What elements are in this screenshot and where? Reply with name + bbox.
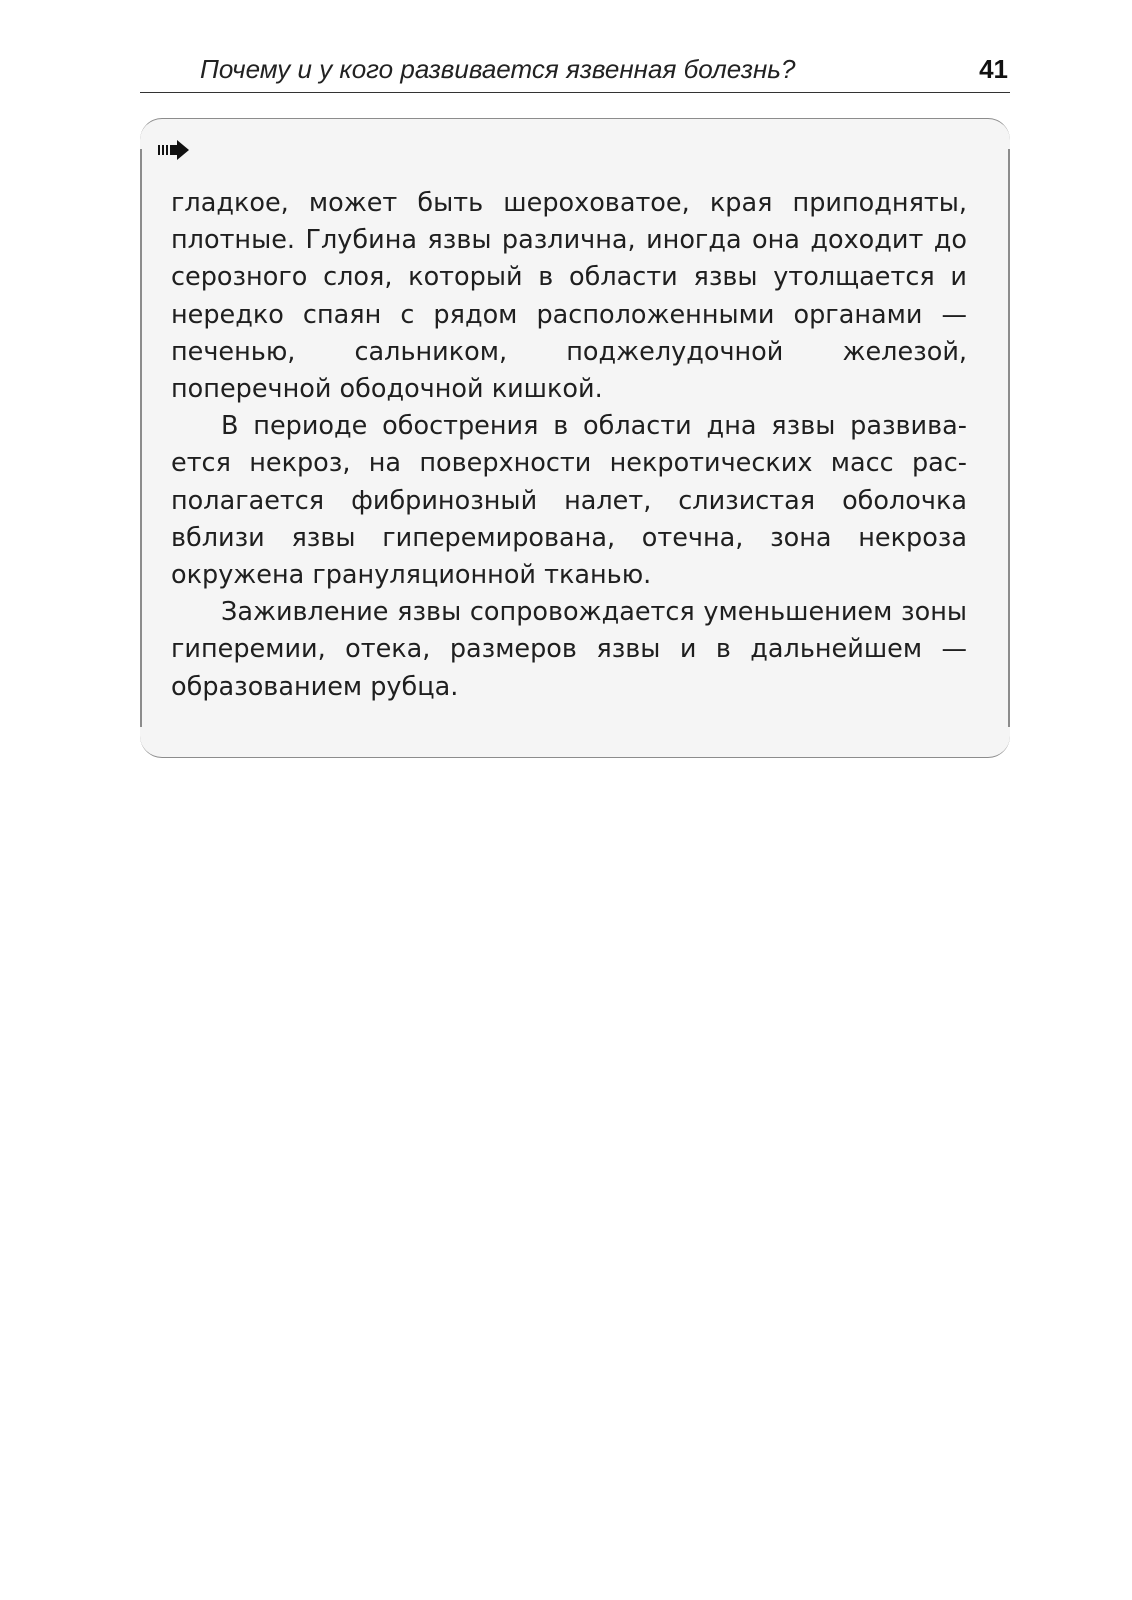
sidebar-text bbox=[171, 185, 967, 706]
box-left-border bbox=[140, 149, 142, 727]
paragraph: Заживление язвы сопровождается уменьшением зоны гиперемии, отека, размеров язвы и в дальнейшем — образованием рубца. bbox=[171, 597, 967, 702]
page-header bbox=[140, 52, 1010, 93]
page-number: 41 bbox=[979, 54, 1008, 84]
box-right-border bbox=[1008, 149, 1010, 727]
paragraph: гладкое, может быть шероховатое, края приподняты, плотные. Глубина язвы различна, иногда она доходит до серозного слоя, который в области язвы утолщается и нередко спаян с рядом расположенными органами — печенью, сальником, поджелудочной железой, поперечной ободочной кишкой. bbox=[171, 188, 967, 405]
paragraph: В периоде обострения в области дна язвы развивается некроз, на поверхности некротических масс располагается фибринозный налет, слизистая оболочка вблизи язвы гиперемирована, отечна, зона некроза окружена грануляционной тканью. bbox=[171, 411, 967, 591]
running-title: Почему и у кого развивается язвенная болезнь? bbox=[200, 54, 796, 84]
sidebar-box bbox=[140, 118, 1010, 758]
arrow-right-icon bbox=[158, 139, 192, 161]
